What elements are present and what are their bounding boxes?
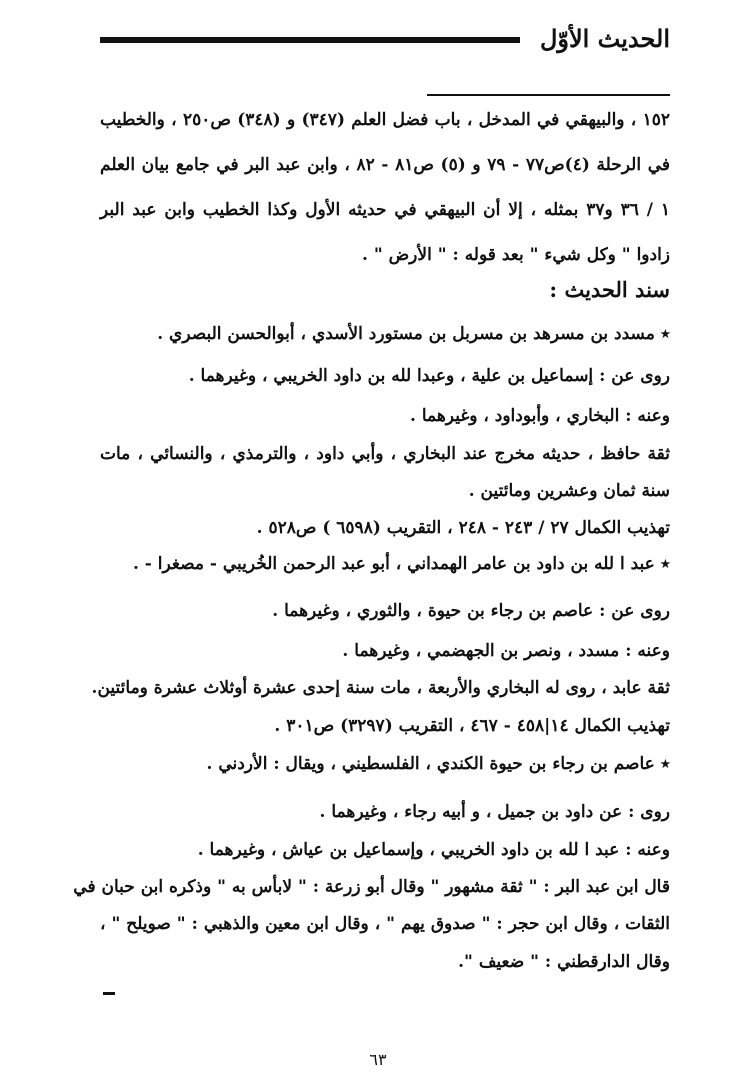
header-title: الحديث الأوّل bbox=[532, 24, 670, 53]
text-line: وقال الدارقطني : " ضعيف ". bbox=[458, 952, 670, 972]
text-line: تهذيب الكمال ٢٧ / ٢٤٣ - ٢٤٨ ، التقريب (٦٥٩٨ ) ص٥٢٨ . bbox=[256, 518, 670, 538]
text-line: روى عن : عاصم بن رجاء بن حيوة ، والثوري ، وغيرهما . bbox=[272, 601, 670, 621]
text-line: ثقة عابد ، روى له البخاري والأربعة ، مات سنة إحدى عشرة أوثلاث عشرة ومائتين. bbox=[91, 678, 670, 698]
text-line: روى : عن داود بن جميل ، و أبيه رجاء ، وغيرهما . bbox=[319, 802, 670, 822]
text-line: في الرحلة (٤)ص٧٧ - ٧٩ و (٥) ص٨١ - ٨٢ ، وابن عبد البر في جامع بيان العلم bbox=[100, 155, 670, 175]
text-line: ثقة حافظ ، حديثه مخرج عند البخاري ، وأبي داود ، والترمذي ، والنسائي ، مات bbox=[100, 444, 670, 464]
text-line: سنة ثمان وعشرين ومائتين . bbox=[468, 481, 670, 501]
text-line: الثقات ، وقال ابن حجر : " صدوق يهم " ، وقال ابن معين والذهبي : " صويلح " ، bbox=[100, 914, 670, 934]
footnote-separator bbox=[427, 94, 670, 96]
page-number: ٦٣ bbox=[369, 1050, 387, 1069]
narrator-entry: ٭ عبد ا لله بن داود بن عامر الهمداني ، أبو عبد الرحمن الخُريبي - مصغرا - . bbox=[133, 554, 670, 574]
text-line: روى عن : إسماعيل بن علية ، وعبدا لله بن داود الخريبي ، وغيرهما . bbox=[188, 366, 670, 386]
text-line: زادوا " وكل شيء " بعد قوله : " الأرض " . bbox=[362, 245, 670, 265]
text-line: وعنه : مسدد ، ونصر بن الجهضمي ، وغيرهما . bbox=[342, 641, 670, 661]
section-heading: سند الحديث : bbox=[549, 277, 670, 302]
text-line: ١٥٢ ، والبيهقي في المدخل ، باب فضل العلم (٣٤٧) و (٣٤٨) ص٢٥٠ ، والخطيب bbox=[100, 110, 670, 130]
end-dash bbox=[103, 992, 115, 995]
narrator-entry: ٭ مسدد بن مسرهد بن مسربل بن مستورد الأسدي ، أبوالحسن البصري . bbox=[157, 324, 670, 344]
header-rule bbox=[100, 37, 520, 43]
narrator-entry: ٭ عاصم بن رجاء بن حيوة الكندي ، الفلسطيني ، ويقال : الأردني . bbox=[206, 754, 670, 774]
text-line: قال ابن عبد البر : " ثقة مشهور " وقال أبو زرعة : " لابأس به " وذكره ابن حبان في bbox=[73, 877, 670, 897]
text-line: ١ / ٣٦ و٣٧ بمثله ، إلا أن البيهقي في حديثه الأول وكذا الخطيب وابن عبد البر bbox=[100, 200, 670, 220]
text-line: تهذيب الكمال ١٤|٤٥٨ - ٤٦٧ ، التقريب (٣٢٩٧) ص٣٠١ . bbox=[274, 716, 670, 736]
running-header bbox=[100, 26, 670, 56]
text-line: وعنه : عبد ا لله بن داود الخريبي ، وإسماعيل بن عياش ، وغيرهما . bbox=[197, 840, 670, 860]
text-line: وعنه : البخاري ، وأبوداود ، وغيرهما . bbox=[410, 406, 670, 426]
